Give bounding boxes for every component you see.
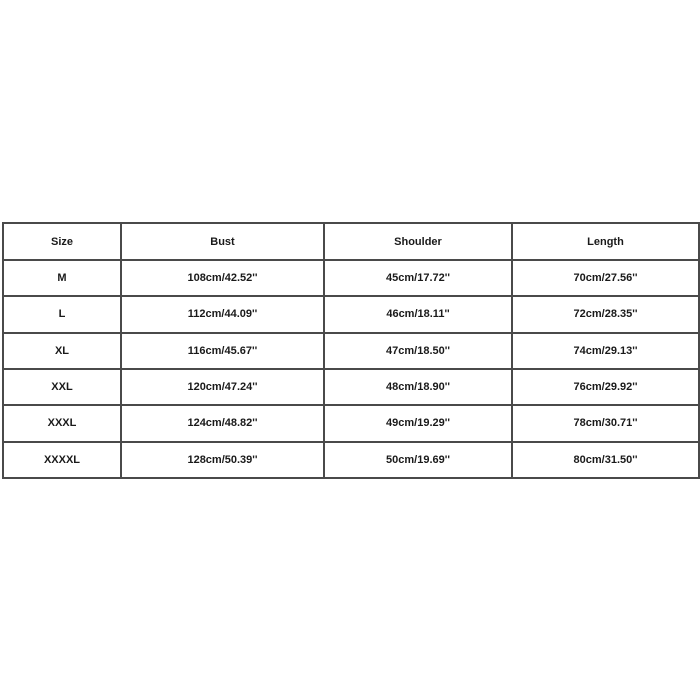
- table-row: [4, 297, 700, 333]
- header-size: Size: [4, 224, 122, 261]
- header-bust: Bust: [122, 224, 325, 261]
- cell-length: 72cm/28.35'': [513, 297, 700, 333]
- cell-size: XXL: [4, 370, 122, 406]
- cell-size: XXXXL: [4, 443, 122, 479]
- table-row: [4, 443, 700, 479]
- header-length: Length: [513, 224, 700, 261]
- table-row: [4, 370, 700, 406]
- size-chart-table: [2, 222, 700, 479]
- cell-length: 78cm/30.71'': [513, 406, 700, 442]
- cell-size: M: [4, 261, 122, 297]
- cell-shoulder: 47cm/18.50'': [325, 334, 513, 370]
- table-row: [4, 261, 700, 297]
- cell-length: 70cm/27.56'': [513, 261, 700, 297]
- cell-shoulder: 48cm/18.90'': [325, 370, 513, 406]
- header-shoulder: Shoulder: [325, 224, 513, 261]
- cell-length: 76cm/29.92'': [513, 370, 700, 406]
- cell-size: XXXL: [4, 406, 122, 442]
- cell-shoulder: 45cm/17.72'': [325, 261, 513, 297]
- cell-size: L: [4, 297, 122, 333]
- cell-bust: 116cm/45.67'': [122, 334, 325, 370]
- table-header-row: [4, 224, 700, 261]
- cell-shoulder: 50cm/19.69'': [325, 443, 513, 479]
- cell-bust: 120cm/47.24'': [122, 370, 325, 406]
- cell-bust: 128cm/50.39'': [122, 443, 325, 479]
- cell-size: XL: [4, 334, 122, 370]
- table-row: [4, 406, 700, 442]
- cell-bust: 124cm/48.82'': [122, 406, 325, 442]
- cell-shoulder: 46cm/18.11'': [325, 297, 513, 333]
- cell-shoulder: 49cm/19.29'': [325, 406, 513, 442]
- table-row: [4, 334, 700, 370]
- cell-bust: 108cm/42.52'': [122, 261, 325, 297]
- cell-bust: 112cm/44.09'': [122, 297, 325, 333]
- cell-length: 74cm/29.13'': [513, 334, 700, 370]
- cell-length: 80cm/31.50'': [513, 443, 700, 479]
